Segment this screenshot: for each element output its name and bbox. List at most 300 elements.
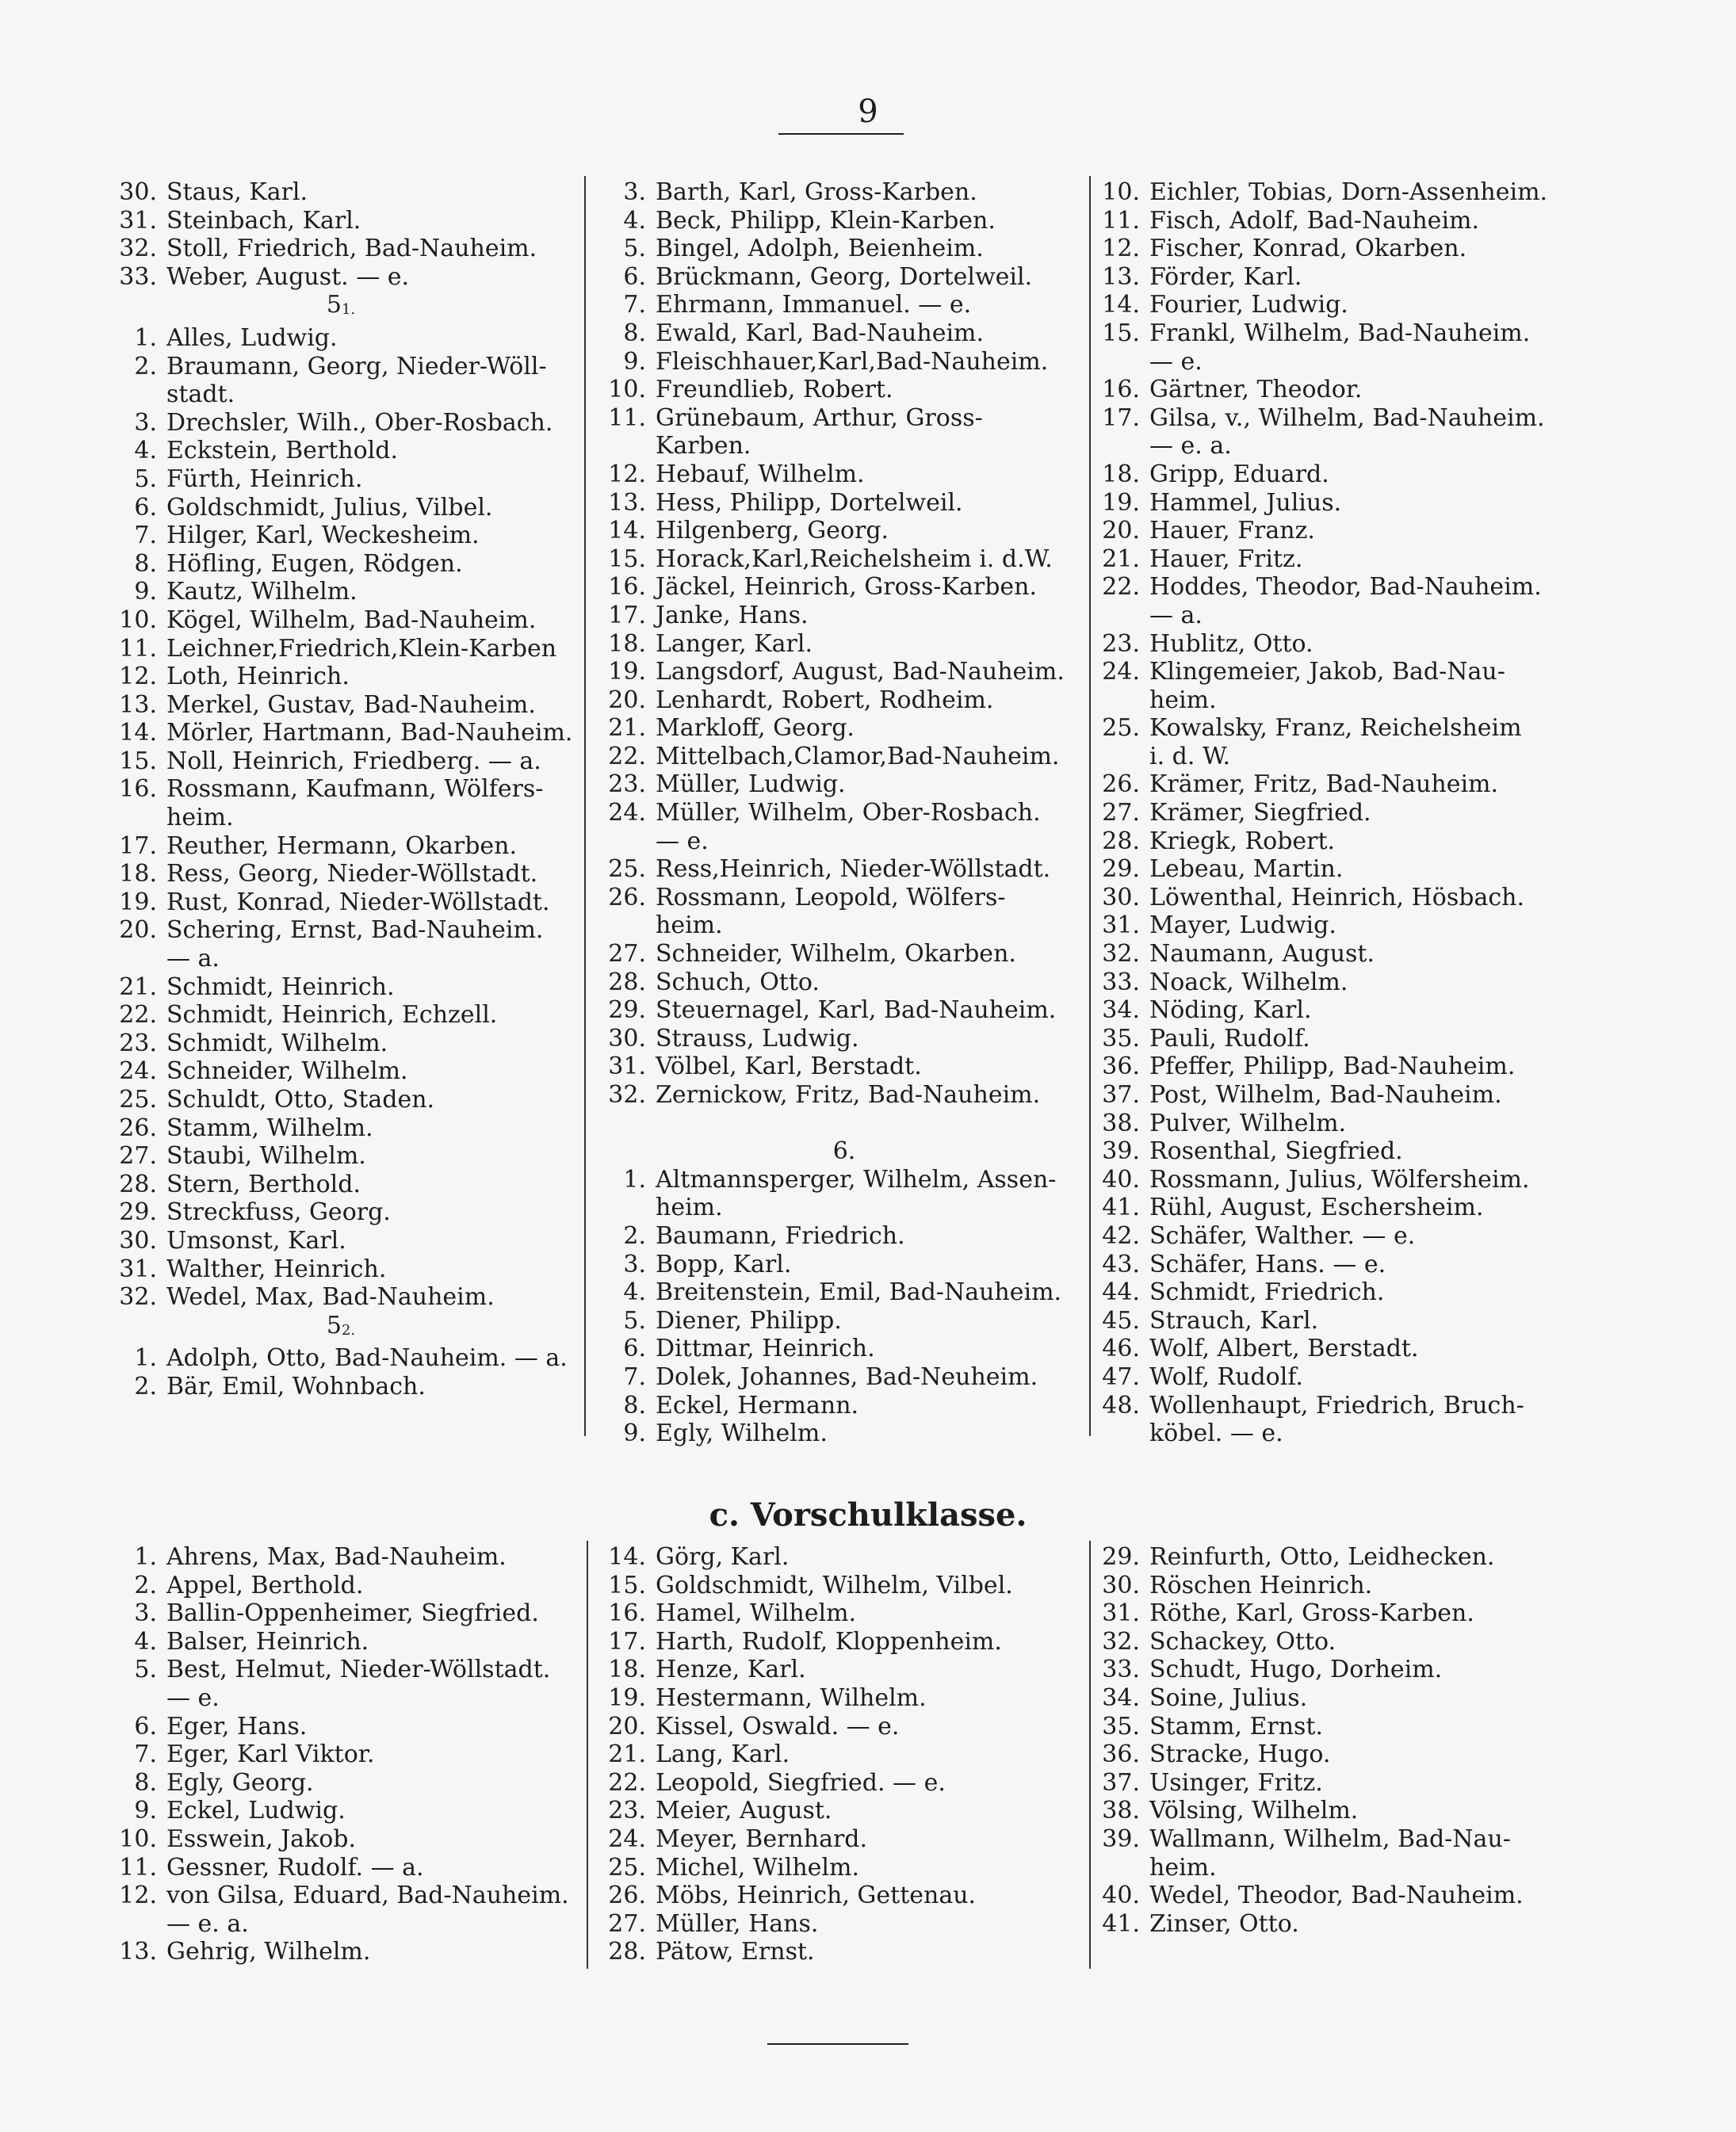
list-item — [606, 545, 1082, 574]
entry-name: Müller, Ludwig. — [656, 770, 846, 799]
entry-number: 15. — [608, 1571, 646, 1599]
list-item — [606, 996, 1082, 1025]
list-item — [1102, 658, 1577, 686]
entry-name: Ballin-Oppenheimer, Siegfried. — [166, 1599, 539, 1628]
list-item — [103, 1599, 587, 1628]
list-item — [606, 1307, 1082, 1335]
list-item — [606, 770, 1082, 799]
entry-number: 5. — [623, 235, 646, 263]
list-item — [1102, 1797, 1577, 1825]
entry-number: 32. — [1102, 1627, 1140, 1656]
entry-number: 41. — [1102, 1194, 1140, 1222]
entry-number: 7. — [134, 1740, 157, 1769]
list-item — [1102, 1363, 1577, 1392]
entry-number: 20. — [1102, 517, 1140, 545]
entry-name: Gessner, Rudolf. — a. — [166, 1853, 424, 1882]
entry-name: Kowalsky, Franz, Reichelsheim — [1149, 714, 1522, 743]
entry-name: Pulver, Wilhelm. — [1149, 1109, 1347, 1137]
list-item — [606, 855, 1082, 884]
entry-name: Eger, Karl Viktor. — [166, 1740, 375, 1769]
list-item — [1102, 517, 1577, 545]
entry-number: 44. — [1102, 1278, 1140, 1307]
entry-number: 20. — [608, 686, 646, 714]
list-item — [1102, 1166, 1577, 1194]
list-item — [1102, 573, 1577, 602]
entry-name: Adolph, Otto, Bad-Nauheim. — a. — [166, 1344, 568, 1373]
entry-number: 8. — [623, 1391, 646, 1419]
entry-number: 4. — [134, 1627, 157, 1656]
entry-name: Appel, Berthold. — [166, 1571, 364, 1599]
entry-number: 36. — [1102, 1053, 1140, 1081]
entry-name: Hublitz, Otto. — [1149, 629, 1313, 658]
list-item — [606, 658, 1082, 686]
entry-number: 16. — [119, 775, 157, 804]
list-item — [103, 1142, 579, 1171]
list-item — [606, 1797, 1082, 1825]
entry-number: 1. — [623, 1165, 646, 1194]
entry-continuation: — a. — [166, 945, 220, 973]
entry-name: Gripp, Eduard. — [1149, 460, 1329, 488]
entry-name: Wollenhaupt, Friedrich, Bruch- — [1149, 1391, 1524, 1419]
entry-number: 39. — [1102, 1824, 1140, 1853]
entry-name: Gärtner, Theodor. — [1149, 376, 1363, 404]
entry-number: 3. — [134, 1599, 157, 1628]
entry-number: 21. — [608, 1740, 646, 1769]
entry-name: Barth, Karl, Gross-Karben. — [656, 178, 977, 206]
entry-number: 6. — [623, 1335, 646, 1363]
entry-name: Schneider, Wilhelm, Okarben. — [656, 940, 1016, 969]
entry-name: Schmidt, Heinrich, Echzell. — [166, 1001, 498, 1030]
entry-number: 31. — [119, 206, 157, 235]
list-item — [103, 1114, 579, 1143]
list-item — [103, 663, 579, 691]
entry-name: Wedel, Theodor, Bad-Nauheim. — [1149, 1882, 1524, 1910]
list-item — [1102, 1335, 1577, 1363]
entry-number: 2. — [134, 1571, 157, 1599]
entry-name: Schudt, Hugo, Dorheim. — [1149, 1656, 1443, 1684]
entry-name: Rossmann, Julius, Wölfersheim. — [1149, 1165, 1530, 1194]
list-item — [606, 178, 1082, 207]
entry-name: Ress,Heinrich, Nieder-Wöllstadt. — [656, 855, 1051, 884]
list-item — [103, 1713, 587, 1741]
entry-name: Rust, Konrad, Nieder-Wöllstadt. — [166, 888, 550, 916]
entry-name: von Gilsa, Eduard, Bad-Nauheim. — [166, 1882, 569, 1910]
list-item — [1102, 545, 1577, 574]
entry-number: 11. — [119, 1853, 157, 1882]
list-item — [103, 691, 579, 720]
entry-number: 29. — [1102, 855, 1140, 884]
entry-name: Bingel, Adolph, Beienheim. — [656, 235, 984, 263]
list-item — [606, 460, 1082, 489]
list-item — [1102, 207, 1577, 235]
list-item — [606, 1025, 1082, 1053]
entry-number: 2. — [623, 1221, 646, 1250]
entry-number: 28. — [1102, 827, 1140, 855]
entry-name: Breitenstein, Emil, Bad-Nauheim. — [656, 1278, 1062, 1307]
entry-number: 9. — [134, 1797, 157, 1825]
entry-number: 32. — [608, 1081, 646, 1109]
entry-name: Fourier, Ludwig. — [1149, 291, 1348, 319]
list-item — [1102, 911, 1577, 940]
list-item — [103, 207, 579, 235]
entry-number: 19. — [119, 888, 157, 916]
entry-name: Altmannsperger, Wilhelm, Assen- — [656, 1165, 1057, 1194]
entry-name: Mörler, Hartmann, Bad-Nauheim. — [166, 719, 573, 747]
entry-number: 30. — [1102, 883, 1140, 911]
list-item — [1102, 263, 1577, 292]
list-item — [606, 1419, 1082, 1448]
entry-name: Schmidt, Heinrich. — [166, 972, 395, 1001]
entry-number: 3. — [134, 408, 157, 437]
entry-name: Usinger, Fritz. — [1149, 1768, 1323, 1797]
entry-name: Völsing, Wilhelm. — [1149, 1797, 1359, 1825]
list-item — [1102, 1392, 1577, 1420]
entry-continuation: — e. a. — [1149, 432, 1232, 460]
entry-name: Schackey, Otto. — [1149, 1627, 1336, 1656]
entry-number: 35. — [1102, 1024, 1140, 1053]
entry-number: 41. — [1102, 1909, 1140, 1938]
entry-name: Pfeffer, Philipp, Bad-Nauheim. — [1149, 1053, 1516, 1081]
entry-number: 16. — [1102, 376, 1140, 404]
entry-name: Leopold, Siegfried. — e. — [656, 1768, 946, 1797]
entry-continuation: — e. a. — [166, 1909, 249, 1938]
lower-column-2 — [606, 1543, 1082, 1966]
entry-number: 19. — [1102, 488, 1140, 517]
entry-number: 38. — [1102, 1797, 1140, 1825]
list-item — [606, 1882, 1082, 1910]
entry-name: Nöding, Karl. — [1149, 996, 1312, 1025]
entry-name: Kissel, Oswald. — e. — [656, 1712, 900, 1740]
entry-continuation: heim. — [1149, 686, 1217, 714]
list-item — [1102, 969, 1577, 997]
entry-number: 20. — [119, 916, 157, 945]
list-item — [1102, 630, 1577, 659]
list-item — [1102, 1572, 1577, 1600]
entry-number: 12. — [608, 460, 646, 488]
entry-number: 37. — [1102, 1081, 1140, 1109]
entry-name: Grünebaum, Arthur, Gross- — [656, 403, 983, 432]
list-item — [1102, 178, 1577, 207]
entry-number: 27. — [608, 1909, 646, 1938]
entry-number: 21. — [119, 972, 157, 1001]
list-item — [103, 1656, 587, 1684]
entry-number: 4. — [623, 1278, 646, 1307]
list-item — [1102, 884, 1577, 912]
entry-number: 1. — [134, 1543, 157, 1571]
list-item — [606, 602, 1082, 630]
list-item — [103, 235, 579, 263]
upper-column-1 — [103, 178, 579, 1401]
list-item — [606, 319, 1082, 348]
entry-name: Zinser, Otto. — [1149, 1909, 1299, 1938]
entry-name: Eichler, Tobias, Dorn-Assenheim. — [1149, 178, 1548, 206]
entry-name: Merkel, Gustav, Bad-Nauheim. — [166, 690, 536, 719]
entry-number: 2. — [134, 352, 157, 380]
entry-name: Soine, Julius. — [1149, 1683, 1308, 1712]
list-item — [606, 686, 1082, 715]
list-item — [103, 1057, 579, 1086]
entry-number: 7. — [134, 522, 157, 550]
entry-number: 21. — [608, 714, 646, 743]
entry-name: Schäfer, Hans. — e. — [1149, 1250, 1386, 1278]
entry-name: Egly, Georg. — [166, 1768, 314, 1797]
entry-continuation: heim. — [166, 804, 234, 832]
entry-number: 23. — [608, 1797, 646, 1825]
entry-continuation: — e. — [1149, 347, 1203, 376]
list-item — [1102, 489, 1577, 518]
entry-name: Diener, Philipp. — [656, 1306, 842, 1335]
entry-name: Loth, Heinrich. — [166, 663, 350, 691]
entry-name: Naumann, August. — [1149, 940, 1375, 969]
list-item — [606, 1825, 1082, 1854]
entry-name: Beck, Philipp, Klein-Karben. — [656, 206, 996, 235]
entry-number: 7. — [623, 291, 646, 319]
entry-number: 13. — [608, 488, 646, 517]
entry-number: 30. — [119, 178, 157, 206]
entry-name: Hilger, Karl, Weckesheim. — [166, 522, 480, 550]
entry-name: Ehrmann, Immanuel. — e. — [656, 291, 972, 319]
entry-number: 4. — [623, 206, 646, 235]
entry-number: 15. — [119, 747, 157, 775]
list-item — [1102, 1713, 1577, 1741]
entry-number: 11. — [1102, 206, 1140, 235]
entry-number: 24. — [1102, 658, 1140, 686]
entry-number: 9. — [623, 347, 646, 376]
column-divider — [1089, 176, 1091, 1436]
entry-number: 23. — [608, 770, 646, 799]
entry-name: Hebauf, Wilhelm. — [656, 460, 865, 488]
entry-number: 3. — [623, 178, 646, 206]
entry-name: Drechsler, Wilh., Ober-Rosbach. — [166, 408, 553, 437]
list-item — [103, 1825, 587, 1854]
entry-name: Lebeau, Martin. — [1149, 855, 1344, 884]
entry-number: 17. — [1102, 403, 1140, 432]
list-item — [606, 1854, 1082, 1882]
entry-name: Bär, Emil, Wohnbach. — [166, 1372, 426, 1400]
entry-name: Stamm, Ernst. — [1149, 1712, 1324, 1740]
entry-number: 27. — [119, 1142, 157, 1171]
entry-name: Braumann, Georg, Nieder-Wöll- — [166, 352, 547, 380]
list-item — [606, 969, 1082, 997]
entry-name: Kriegk, Robert. — [1149, 827, 1336, 855]
list-item — [103, 178, 579, 207]
entry-continuation: heim. — [1149, 1853, 1217, 1882]
entry-name: Leichner,Friedrich,Klein-Karben — [166, 634, 557, 663]
entry-number: 10. — [608, 376, 646, 404]
list-item — [606, 404, 1082, 433]
list-item — [1102, 1222, 1577, 1251]
end-rule — [767, 2043, 908, 2045]
list-item — [103, 747, 579, 776]
entry-number: 10. — [1102, 178, 1140, 206]
list-item — [1102, 1110, 1577, 1138]
entry-name: Noll, Heinrich, Friedberg. — a. — [166, 747, 541, 775]
entry-name: Hammel, Julius. — [1149, 488, 1342, 517]
entry-name: Gehrig, Wilhelm. — [166, 1938, 371, 1966]
list-item — [1102, 319, 1577, 348]
entry-number: 5. — [134, 464, 157, 493]
entry-name: Hestermann, Wilhelm. — [656, 1683, 927, 1712]
list-item — [1102, 1278, 1577, 1307]
list-item — [1102, 1137, 1577, 1166]
entry-name: Pätow, Ernst. — [656, 1938, 815, 1966]
entry-number: 20. — [608, 1712, 646, 1740]
list-item — [1102, 1081, 1577, 1110]
entry-number: 48. — [1102, 1391, 1140, 1419]
entry-name: Staubi, Wilhelm. — [166, 1142, 366, 1171]
entry-number: 31. — [119, 1255, 157, 1283]
list-item — [103, 1255, 579, 1284]
entry-number: 17. — [119, 831, 157, 860]
entry-number: 16. — [608, 1599, 646, 1628]
entry-number: 18. — [608, 629, 646, 658]
entry-number: 12. — [119, 663, 157, 691]
entry-number: 30. — [119, 1226, 157, 1255]
list-item — [103, 606, 579, 635]
list-item — [103, 1543, 587, 1572]
list-item — [103, 409, 579, 437]
entry-name: Hauer, Franz. — [1149, 517, 1315, 545]
entry-name: Fürth, Heinrich. — [166, 464, 363, 493]
list-item — [606, 235, 1082, 263]
page-number: 9 — [858, 94, 878, 130]
list-item — [1102, 940, 1577, 969]
list-item — [606, 1543, 1082, 1572]
entry-number: 36. — [1102, 1740, 1140, 1769]
list-item — [1102, 1599, 1577, 1628]
list-item — [103, 324, 579, 353]
entry-number: 9. — [134, 578, 157, 606]
entry-name: Brückmann, Georg, Dortelweil. — [656, 262, 1033, 291]
entry-continuation: heim. — [656, 1194, 723, 1222]
upper-column-2 — [606, 178, 1082, 1448]
class-heading: $5_{1.}$ — [326, 291, 356, 319]
entry-name: Bopp, Karl. — [656, 1250, 792, 1278]
entry-number: 22. — [608, 1768, 646, 1797]
entry-name: Umsonst, Karl. — [166, 1226, 346, 1255]
entry-name: Hamel, Wilhelm. — [656, 1599, 857, 1628]
entry-name: Lang, Karl. — [656, 1740, 790, 1769]
column-divider — [587, 1541, 588, 1969]
entry-number: 23. — [119, 1029, 157, 1057]
entry-name: Röschen Heinrich. — [1149, 1571, 1373, 1599]
list-item — [103, 775, 579, 804]
entry-name: Best, Helmut, Nieder-Wöllstadt. — [166, 1656, 551, 1684]
list-item — [606, 1599, 1082, 1628]
entry-name: Röthe, Karl, Gross-Karben. — [1149, 1599, 1474, 1628]
entry-name: Wolf, Rudolf. — [1149, 1362, 1303, 1391]
list-item — [103, 494, 579, 522]
entry-number: 23. — [1102, 629, 1140, 658]
entry-number: 32. — [119, 235, 157, 263]
list-item — [606, 630, 1082, 659]
entry-name: Schuch, Otto. — [656, 968, 820, 996]
entry-name: Meier, August. — [656, 1797, 832, 1825]
entry-number: 8. — [134, 549, 157, 578]
entry-number: 24. — [608, 1824, 646, 1853]
entry-name: Völbel, Karl, Berstadt. — [656, 1053, 922, 1081]
class-heading: $5_{2.}$ — [326, 1311, 356, 1339]
list-item — [1102, 404, 1577, 433]
section-heading: c. Vorschulklasse. — [709, 1496, 1027, 1534]
entry-number: 22. — [1102, 573, 1140, 602]
list-item — [103, 973, 579, 1002]
entry-number: 26. — [119, 1114, 157, 1142]
entry-name: Mittelbach,Clamor,Bad-Nauheim. — [656, 742, 1060, 770]
entry-number: 29. — [119, 1198, 157, 1227]
list-item — [1102, 1684, 1577, 1713]
entry-number: 8. — [134, 1768, 157, 1797]
entry-number: 24. — [119, 1057, 157, 1086]
list-item — [103, 1171, 579, 1199]
entry-number: 1. — [134, 323, 157, 352]
list-item — [606, 376, 1082, 404]
entry-number: 18. — [1102, 460, 1140, 488]
entry-name: Frankl, Wilhelm, Bad-Nauheim. — [1149, 319, 1531, 347]
list-item — [606, 207, 1082, 235]
entry-number: 34. — [1102, 996, 1140, 1025]
list-item — [103, 1030, 579, 1058]
entry-number: 9. — [623, 1419, 646, 1448]
list-item — [606, 573, 1082, 602]
entry-number: 24. — [608, 799, 646, 827]
entry-number: 8. — [623, 319, 646, 347]
entry-name: Reinfurth, Otto, Leidhecken. — [1149, 1543, 1495, 1571]
entry-name: Zernickow, Fritz, Bad-Nauheim. — [656, 1081, 1041, 1109]
entry-number: 19. — [608, 658, 646, 686]
list-item — [103, 1198, 579, 1227]
list-item — [606, 1166, 1082, 1194]
list-item — [606, 1251, 1082, 1279]
entry-number: 28. — [608, 1938, 646, 1966]
entry-name: Noack, Wilhelm. — [1149, 968, 1348, 996]
list-item — [1102, 827, 1577, 856]
entry-name: Rossmann, Leopold, Wölfers- — [656, 883, 1006, 911]
entry-number: 13. — [119, 690, 157, 719]
list-item — [103, 832, 579, 861]
entry-number: 12. — [1102, 235, 1140, 263]
list-item — [1102, 1910, 1577, 1939]
list-item — [1102, 1053, 1577, 1081]
entry-number: 13. — [1102, 262, 1140, 291]
entry-name: Goldschmidt, Wilhelm, Vilbel. — [656, 1571, 1013, 1599]
entry-name: Wedel, Max, Bad-Nauheim. — [166, 1283, 495, 1312]
list-item — [606, 1335, 1082, 1363]
list-item — [1102, 1769, 1577, 1798]
entry-name: Schmidt, Friedrich. — [1149, 1278, 1385, 1307]
entry-name: Ewald, Karl, Bad-Nauheim. — [656, 319, 985, 347]
list-item — [606, 1053, 1082, 1081]
entry-name: Förder, Karl. — [1149, 262, 1302, 291]
entry-number: 32. — [1102, 940, 1140, 969]
list-item — [1102, 1740, 1577, 1769]
entry-number: 27. — [608, 940, 646, 969]
entry-name: Schering, Ernst, Bad-Nauheim. — [166, 916, 544, 945]
entry-name: Janke, Hans. — [656, 601, 809, 629]
list-item — [103, 860, 579, 888]
entry-name: Mayer, Ludwig. — [1149, 911, 1336, 940]
entry-name: Schäfer, Walther. — e. — [1149, 1221, 1416, 1250]
list-item — [606, 1910, 1082, 1939]
list-item — [606, 1740, 1082, 1769]
list-item — [606, 743, 1082, 771]
entry-name: Egly, Wilhelm. — [656, 1419, 828, 1448]
entry-name: Hess, Philipp, Dortelweil. — [656, 488, 963, 517]
entry-number: 22. — [119, 1001, 157, 1030]
list-item — [103, 1628, 587, 1656]
entry-number: 31. — [608, 1053, 646, 1081]
list-item — [606, 1363, 1082, 1392]
